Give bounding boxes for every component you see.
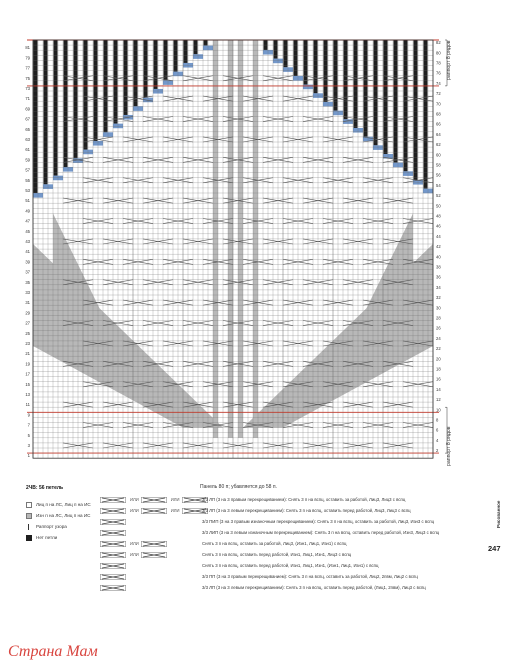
row-number-right: 6 xyxy=(436,427,439,433)
row-number-left: 39 xyxy=(25,259,30,265)
row-number-right: 4 xyxy=(436,437,439,443)
row-number-left: 57 xyxy=(25,167,30,173)
row-number-right: 10 xyxy=(436,407,441,413)
row-number-right: 36 xyxy=(436,274,441,280)
row-number-right: 50 xyxy=(436,203,441,209)
row-number-left: 77 xyxy=(25,65,30,71)
stitch-count: 2ЧВ: 56 петель xyxy=(26,485,64,491)
row-number-right: 54 xyxy=(436,182,441,188)
row-number-left: 53 xyxy=(25,188,30,193)
no-stitch-column xyxy=(174,40,178,72)
no-stitch-column xyxy=(264,40,268,50)
repeat-bar-icon xyxy=(26,524,32,530)
row-number-right: 28 xyxy=(436,315,441,321)
row-number-right: 52 xyxy=(436,193,441,199)
no-stitch-column xyxy=(184,40,188,63)
legend-cable-item xyxy=(100,519,440,528)
row-number-left: 25 xyxy=(25,330,30,336)
cable-symbols xyxy=(100,574,202,580)
ili-word: ИЛИ xyxy=(130,541,139,547)
row-number-left: 63 xyxy=(25,137,30,142)
legend-label: Изн п на ЛС, Лиц п на ИС xyxy=(36,513,91,518)
legend-cable-text: Снять 3 п на вспц, оставить перед работой, Изн1, Лиц1, Изн1, (Изн1, Лиц1, Изн1) с вспц xyxy=(202,563,379,568)
no-stitch-column xyxy=(134,40,138,106)
row-number-left: 17 xyxy=(25,371,30,377)
no-stitch-column xyxy=(84,40,88,150)
row-number-left: 33 xyxy=(25,290,30,295)
row-number-left: 79 xyxy=(25,55,30,61)
cable-symbols xyxy=(100,541,202,547)
row-number-right: 20 xyxy=(436,356,441,362)
legend-cable-text: 3/3 ЛП (3 на 3 левым перекрещиванием): Снять 3 п на вспц, оставить перед работой, (Лиц1, 2пвм), Лиц3 с вспц xyxy=(202,585,426,590)
row-number-left: 5 xyxy=(27,432,30,438)
no-stitch-column xyxy=(314,40,318,93)
row-number-left: 11 xyxy=(25,402,30,408)
row-number-right: 70 xyxy=(436,101,441,107)
no-stitch-column xyxy=(204,40,208,46)
no-stitch-column xyxy=(274,40,278,59)
row-number-left: 71 xyxy=(25,96,30,102)
legend-cable-text: 3/3 ЛП (3 на 3 левым перекрещиванием): Снять 3 п на вспц, оставить перед работой, Лиц3, Лиц3 с вспц xyxy=(202,508,411,513)
legend-cable-item xyxy=(100,563,440,572)
legend-cable-text: Снять 3 п на вспц, оставить перед работой, Изн1, Лиц1, Изн1, Лиц3 с вспц xyxy=(202,552,352,557)
row-number-left: 27 xyxy=(25,320,30,326)
row-number-left: 51 xyxy=(25,198,30,204)
row-number-right: 32 xyxy=(436,295,441,301)
no-stitch-column xyxy=(94,40,98,141)
row-number-left: 13 xyxy=(25,392,30,397)
no-stitch-column xyxy=(324,40,328,102)
cable-symbols xyxy=(100,585,202,591)
row-number-left: 41 xyxy=(25,249,30,255)
cable-cross-icon xyxy=(141,508,167,514)
cable-cross-icon xyxy=(100,563,126,569)
row-number-left: 37 xyxy=(25,269,30,275)
no-stitch-column xyxy=(334,40,338,111)
no-stitch-column xyxy=(344,40,348,119)
row-number-left: 15 xyxy=(25,381,30,387)
cable-symbols xyxy=(100,497,202,503)
repeat-label-bottom: раппорт 8 рядов xyxy=(446,426,452,466)
no-stitch-column xyxy=(394,40,398,163)
legend-cable-item xyxy=(100,541,440,550)
no-stitch-column xyxy=(424,40,428,189)
cable-symbols xyxy=(100,563,202,569)
no-stitch-column xyxy=(64,40,68,167)
cable-symbols xyxy=(100,552,202,558)
row-number-left: 29 xyxy=(25,310,30,316)
row-number-right: 34 xyxy=(436,284,441,290)
cable-cross-icon xyxy=(100,574,126,580)
row-number-right: 76 xyxy=(436,70,441,76)
row-number-right: 16 xyxy=(436,376,441,382)
row-number-right: 64 xyxy=(436,131,441,137)
row-number-right: 40 xyxy=(436,254,441,260)
row-number-right: 78 xyxy=(436,60,441,66)
page-number: 247 xyxy=(488,544,501,553)
ili-word: ИЛИ xyxy=(130,497,139,503)
legend-cable-item xyxy=(100,530,440,539)
legend-cable-text: 3/3 ПИП (3 на 3 правым изнаночным перекрещиванием): Снять 3 п на вспц, оставить за работой, Лиц3, Изн3 с вспц xyxy=(202,519,435,524)
row-number-right: 58 xyxy=(436,162,441,168)
row-number-left: 3 xyxy=(27,443,30,448)
row-number-left: 67 xyxy=(25,116,30,122)
cable-cross-icon xyxy=(100,530,126,536)
row-number-left: 61 xyxy=(25,147,30,153)
panel-caption: Панель 80 п; убавляется до 58 п. xyxy=(200,484,277,490)
row-number-right: 56 xyxy=(436,172,441,178)
legend-cable-item xyxy=(100,574,440,583)
cable-cross-icon xyxy=(100,552,126,558)
row-number-right: 26 xyxy=(436,325,441,331)
row-number-left: 65 xyxy=(25,126,30,132)
row-number-right: 42 xyxy=(436,244,441,250)
row-number-right: 30 xyxy=(436,305,441,311)
row-number-right: 60 xyxy=(436,152,441,158)
no-stitch-column xyxy=(304,40,308,85)
row-number-left: 23 xyxy=(25,341,30,346)
no-stitch-column xyxy=(114,40,118,124)
row-number-left: 81 xyxy=(25,45,30,51)
no-stitch-column xyxy=(414,40,418,180)
row-number-right: 22 xyxy=(436,346,441,352)
row-number-right: 18 xyxy=(436,366,441,372)
row-number-left: 19 xyxy=(25,361,30,367)
legend-label: Нет петли xyxy=(36,535,58,540)
row-number-left: 7 xyxy=(27,422,30,428)
no-stitch-column xyxy=(404,40,408,171)
cable-cross-icon xyxy=(141,497,167,503)
legend-cable-item xyxy=(100,497,440,506)
cable-symbols xyxy=(100,530,202,536)
row-number-left: 35 xyxy=(25,279,30,285)
row-number-left: 43 xyxy=(25,239,30,244)
row-number-left: 73 xyxy=(25,86,30,91)
cable-symbols xyxy=(100,508,202,514)
row-number-right: 24 xyxy=(436,335,441,341)
row-number-left: 45 xyxy=(25,228,30,234)
row-number-left: 69 xyxy=(25,106,30,112)
row-number-right: 74 xyxy=(436,80,441,86)
no-stitch-column xyxy=(194,40,198,54)
cable-cross-icon xyxy=(100,585,126,591)
row-number-left: 9 xyxy=(27,412,30,418)
legend-cable-text: 3/3 ЛП (3 на 3 правым перекрещиванием): Снять 3 п на вспц, оставить за работой, Лиц3, Лиц3 с вспц xyxy=(202,497,406,502)
row-number-right: 80 xyxy=(436,50,441,56)
row-number-left: 21 xyxy=(25,351,30,357)
no-stitch-column xyxy=(364,40,368,137)
row-number-right: 68 xyxy=(436,111,441,117)
row-number-right: 12 xyxy=(436,397,441,403)
ili-word: ИЛИ xyxy=(130,508,139,514)
ili-word: ИЛИ xyxy=(130,552,139,558)
row-number-right: 62 xyxy=(436,142,441,148)
row-number-left: 75 xyxy=(25,75,30,81)
legend-cable-item xyxy=(100,552,440,561)
cable-cross-icon xyxy=(100,519,126,525)
row-number-right: 38 xyxy=(436,264,441,270)
legend-cable-text: 3/3 ПП (3 на 3 правым перекрещиванием): Снять 3 п на вспц, оставить за работой, Лиц2, 2пвм, Лиц2 с вспц xyxy=(202,574,418,579)
row-number-left: 49 xyxy=(25,208,30,214)
no-stitch-column xyxy=(44,40,48,184)
cable-cross-icon xyxy=(100,541,126,547)
cable-cross-icon xyxy=(141,552,167,558)
legend-cable-item xyxy=(100,508,440,517)
row-number-right: 2 xyxy=(436,448,439,454)
row-number-right: 82 xyxy=(436,40,441,46)
cable-cross-icon xyxy=(100,508,126,514)
no-stitch-column xyxy=(154,40,158,89)
cable-cross-icon xyxy=(141,541,167,547)
row-number-right: 72 xyxy=(436,91,441,97)
watermark: Страна Мам xyxy=(8,643,98,660)
row-number-left: 47 xyxy=(25,218,30,224)
row-number-right: 8 xyxy=(436,417,439,423)
row-number-left: 1 xyxy=(27,453,30,459)
section-tab: Рисованное xyxy=(496,500,501,528)
no-stitch-column xyxy=(74,40,78,158)
legend-cable-text: 3/3 ЛИП (3 на 3 левым изнаночным перекрещиванием): Снять 3 п на вспц, оставить перед работой, Изн3, Лиц3 с вспц xyxy=(202,530,440,535)
legend-cable-text: Снять 3 п на вспц, оставить за работой, Лиц3, (Изн1, Лиц1, Изн1) с вспц xyxy=(202,541,347,546)
no-stitch-column xyxy=(144,40,148,98)
white-square-icon xyxy=(26,502,32,508)
row-number-right: 44 xyxy=(436,233,441,239)
no-stitch-column xyxy=(374,40,378,145)
legend-cable-item xyxy=(100,585,440,594)
cable-cross-icon xyxy=(100,497,126,503)
no-stitch-column xyxy=(354,40,358,128)
legend-label: Лиц п на ЛС, Лиц п на ИС xyxy=(36,502,91,507)
cable-symbols xyxy=(100,519,202,525)
ili-word: ИЛИ xyxy=(170,497,180,503)
legend-cables xyxy=(100,497,440,596)
repeat-label-top: раппорт 8 рядов xyxy=(446,40,452,80)
black-square-icon xyxy=(26,535,32,541)
row-number-right: 14 xyxy=(436,386,441,392)
legend-label: Раппорт узора xyxy=(36,524,67,529)
gray-square-icon xyxy=(26,513,32,519)
ili-word: ИЛИ xyxy=(170,508,180,514)
row-number-left: 31 xyxy=(25,300,30,306)
row-number-right: 46 xyxy=(436,223,441,229)
row-number-left: 59 xyxy=(25,157,30,163)
row-number-right: 48 xyxy=(436,213,441,219)
row-number-right: 66 xyxy=(436,121,441,127)
no-stitch-column xyxy=(164,40,168,80)
row-number-left: 55 xyxy=(25,177,30,183)
no-stitch-column xyxy=(284,40,288,67)
